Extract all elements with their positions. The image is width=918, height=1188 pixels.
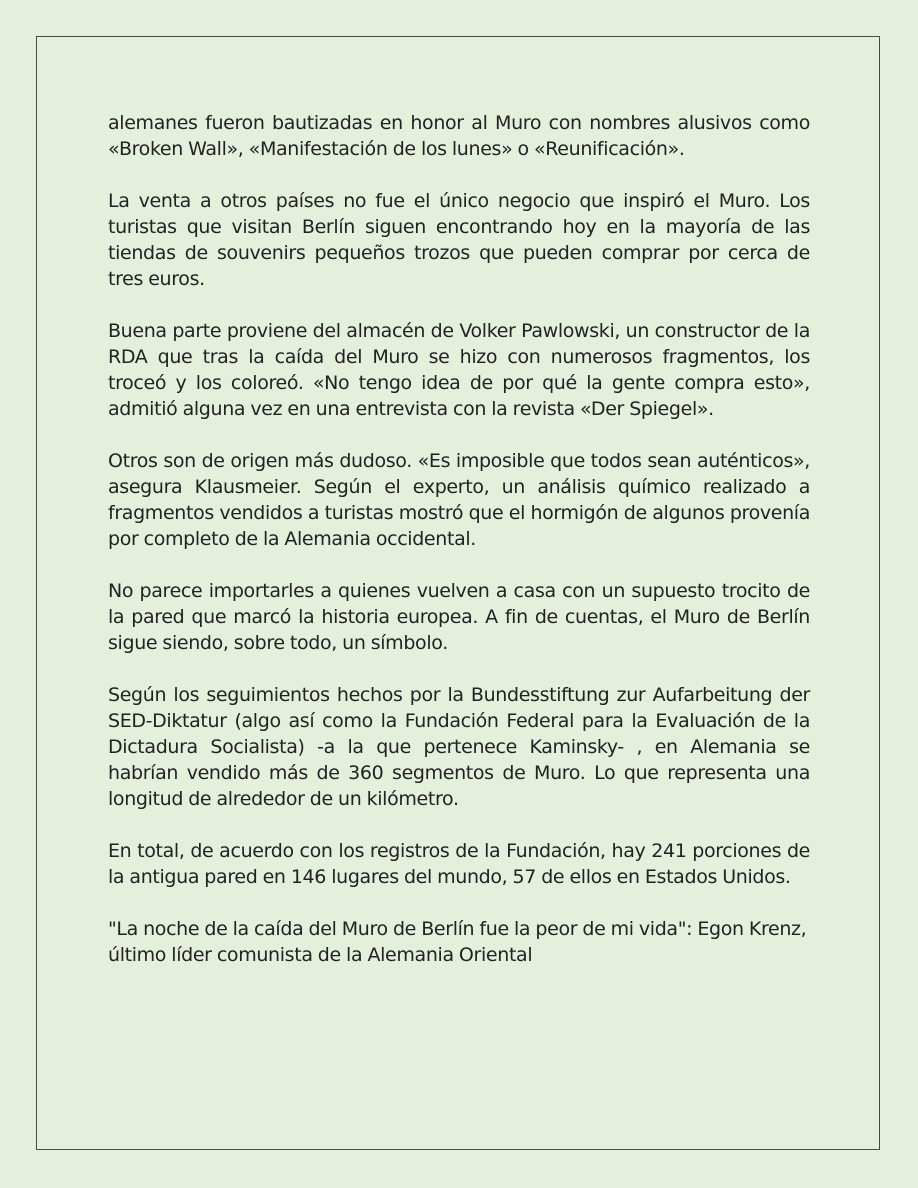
paragraph-5: No parece importarles a quienes vuelven a casa con un supuesto trocito de la pared que marcó la historia europea. A fin de cuentas, el Muro de Berlín sigue siendo, sobre todo, un símbolo. (108, 580, 810, 654)
paragraph-3: Buena parte proviene del almacén de Volker Pawlowski, un constructor de la RDA que tras la caída del Muro se hizo con numerosos fragmentos, los troceó y los coloreó. «No tengo idea de por qué la gente compra esto», admitió alguna vez en una entrevista con la revista «Der Spiegel». (108, 320, 810, 420)
paragraph-4: Otros son de origen más dudoso. «Es imposible que todos sean auténticos», asegura Klausmeier. Según el experto, un análisis químico realizado a fragmentos vendidos a turistas mostró que el hormigón de algunos provenía por completo de la Alemania occidental. (108, 450, 810, 550)
paragraph-7: En total, de acuerdo con los registros de la Fundación, hay 241 porciones de la antigua pared en 146 lugares del mundo, 57 de ellos en Estados Unidos. (108, 840, 810, 888)
paragraph-2: La venta a otros países no fue el único negocio que inspiró el Muro. Los turistas que visitan Berlín siguen encontrando hoy en la mayoría de las tiendas de souvenirs pequeños trozos que pueden comprar por cerca de tres euros. (108, 190, 810, 290)
document-body (108, 110, 810, 994)
paragraph-8: "La noche de la caída del Muro de Berlín fue la peor de mi vida": Egon Krenz, último líder comunista de la Alemania Oriental (108, 918, 807, 966)
paragraph-1: alemanes fueron bautizadas en honor al Muro con nombres alusivos como «Broken Wall», «Manifestación de los lunes» o «Reunificación». (108, 112, 810, 160)
paragraph-6: Según los seguimientos hechos por la Bundesstiftung zur Aufarbeitung der SED-Diktatur (algo así como la Fundación Federal para la Evaluación de la Dictadura Socialista) -a la que pertenece Kaminsky- , en Alemania se habrían vendido más de 360 segmentos de Muro. Lo que representa una longitud de alrededor de un kilómetro. (108, 684, 810, 810)
